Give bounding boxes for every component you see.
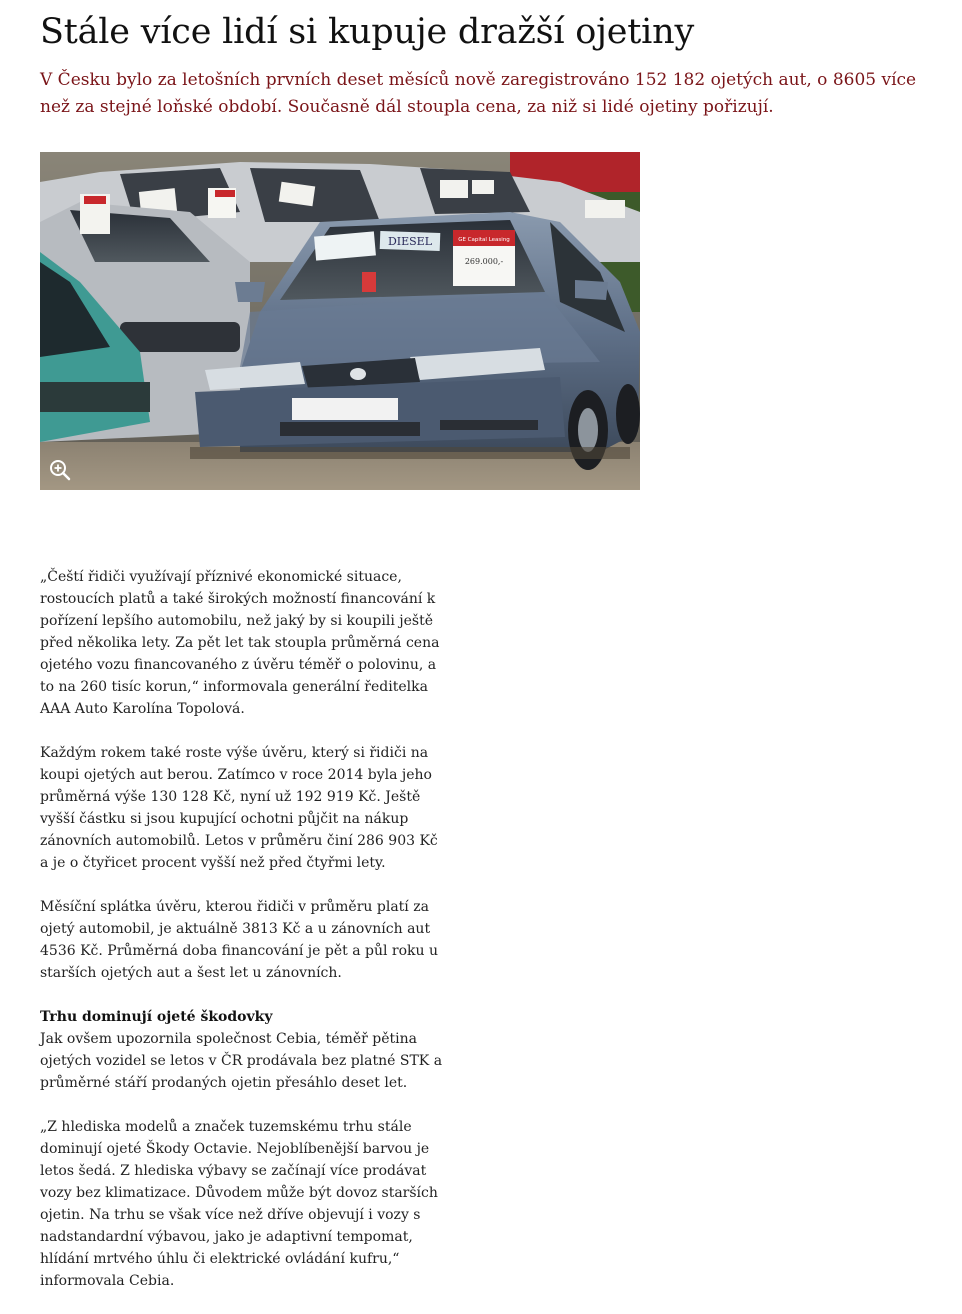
- sign-diesel: DIESEL: [387, 235, 433, 248]
- article-paragraph: Každým rokem také roste výše úvěru, který si řidiči na koupi ojetých aut berou. Zatímco v roce 2014 byla jeho průměrná výše 130 128 Kč, nyní už 192 919 Kč. Ještě vyšší částku si jsou kupující ochotni půjčit na nákup zánovních automobilů. Letos v průměru činí 286 903 Kč a je o čtyřicet procent vyšší než před čtyřmi lety.: [40, 745, 438, 871]
- car-lot-illustration: [40, 152, 640, 490]
- article-body: [40, 566, 445, 1314]
- sign-price: 269.000,-: [464, 257, 504, 266]
- article-paragraph: Měsíční splátka úvěru, kterou řidiči v průměru platí za ojetý automobil, je aktuálně 3813 Kč a u zánovních aut 4536 Kč. Průměrná doba financování je pět a půl roku u starších ojetých aut a šest let u zánovních.: [40, 899, 439, 981]
- zoom-in-icon[interactable]: [48, 458, 72, 482]
- article-subheading: Trhu dominují ojeté škodovky: [40, 1009, 273, 1025]
- article-paragraph: Jak ovšem upozornila společnost Cebia, téměř pětina ojetých vozidel se letos v ČR prodávala bez platné STK a průměrné stáří prodaných ojetin přesáhlo deset let.: [40, 1031, 443, 1091]
- article-photo[interactable]: [40, 152, 640, 490]
- article-paragraph: „Z hlediska modelů a značek tuzemskému trhu stále dominují ojeté Škody Octavie. Nejoblíbenější barvou je letos šedá. Z hlediska výbavy se začínají více prodávat vozy bez klimatizace. Důvodem může být dovoz starších ojetin. Na trhu se však více než dříve objevují i vozy s nadstandardní výbavou, jako je adaptivní tempomat, hlídání mrtvého úhlu či elektrické ovládání kufru,“ informovala Cebia.: [40, 1119, 438, 1289]
- article-paragraph: „Čeští řidiči využívají příznivé ekonomické situace, rostoucích platů a také širokých možností financování k pořízení lepšího automobilu, než jaký by si koupili ještě před několika lety. Za pět let tak stoupla průměrná cena ojetého vozu financovaného z úvěru téměř o polovinu, a to na 260 tisíc korun,“ informovala generální ředitelka AAA Auto Karolína Topolová.: [40, 569, 440, 717]
- sign-leasing: GE Capital Leasing: [458, 237, 510, 243]
- article-perex: V Česku bylo za letošních prvních deset měsíců nově zaregistrováno 152 182 ojetých aut, o 8605 více než za stejné loňské období. Současně dál stoupla cena, za niž si lidé ojetiny pořizují.: [40, 70, 917, 117]
- article-title: Stále více lidí si kupuje dražší ojetiny: [40, 12, 695, 52]
